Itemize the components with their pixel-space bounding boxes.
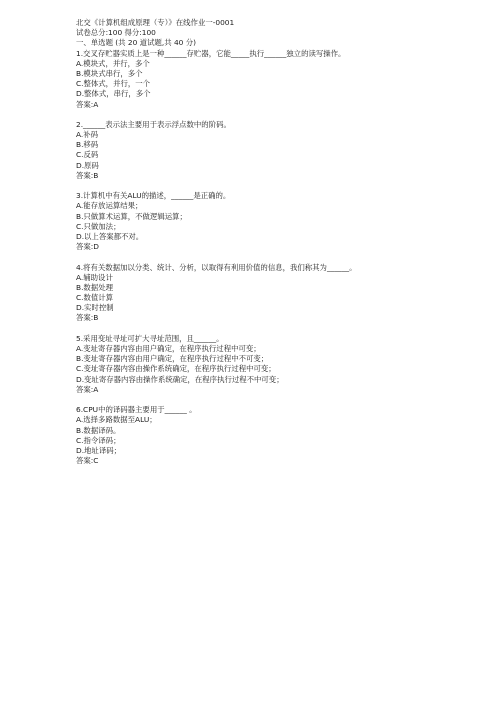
option-d: D.以上答案都不对。	[76, 231, 144, 241]
spacer	[76, 181, 476, 191]
option-b: B.数据处理	[76, 282, 113, 292]
question-stem: 4.将有关数据加以分类、统计、分析，以取得有利用价值的信息，我们称其为______。	[76, 262, 357, 272]
document-page	[76, 18, 476, 466]
option-c: C.反码	[76, 150, 99, 160]
answer: 答案:B	[76, 170, 99, 180]
option-c: C.指令译码；	[76, 435, 121, 445]
answer: 答案:B	[76, 313, 99, 323]
section-heading: 一、单选题 (共 20 道试题,共 40 分)	[76, 38, 196, 48]
question-stem: 6.CPU中的译码器主要用于______ 。	[76, 405, 197, 415]
spacer	[76, 110, 476, 120]
option-a: A.模块式，并行，多个	[76, 58, 150, 68]
option-c: C.只做加法；	[76, 221, 121, 231]
option-c: C.数值计算	[76, 293, 114, 303]
question-stem: 2.______表示法主要用于表示浮点数中的阶码。	[76, 119, 231, 129]
option-a: A.选择多路数据至ALU；	[76, 415, 157, 425]
option-a: A.辅助设计	[76, 272, 113, 282]
option-b: B.变址寄存器内容由用户确定，在程序执行过程中不可变；	[76, 354, 269, 364]
option-d: D.地址译码；	[76, 445, 121, 455]
question-1	[76, 49, 476, 110]
option-d: D.实时控制	[76, 303, 114, 313]
spacer	[76, 324, 476, 334]
score-line: 试卷总分:100 得分:100	[76, 28, 156, 38]
option-a: A.补码	[76, 130, 99, 140]
spacer	[76, 252, 476, 262]
option-a: A.变址寄存器内容由用户确定，在程序执行过程中可变；	[76, 344, 261, 353]
question-stem: 3.计算机中有关ALU的描述，______是正确的。	[76, 191, 231, 201]
answer: 答案:A	[76, 99, 99, 109]
option-a: A.能存放运算结果；	[76, 201, 143, 211]
option-c: C.整体式，并行，一个	[76, 79, 151, 89]
question-5	[76, 334, 476, 395]
answer: 答案:A	[76, 384, 99, 394]
spacer	[76, 395, 476, 405]
question-4	[76, 263, 476, 324]
option-d: D.原码	[76, 160, 99, 170]
option-b: B.数据译码。	[76, 425, 121, 435]
option-b: B.移码	[76, 140, 99, 150]
option-d: D.变址寄存器内容由操作系统确定，在程序执行过程不中可变；	[76, 374, 284, 384]
option-c: C.变址寄存器内容由操作系统确定，在程序执行过程中可变；	[76, 364, 276, 374]
option-b: B.模块式串行，多个	[76, 68, 143, 78]
option-b: B.只做算术运算，不做逻辑运算；	[76, 211, 187, 221]
question-2	[76, 120, 476, 181]
question-stem: 5.采用变址寻址可扩大寻址范围，且______。	[76, 333, 224, 343]
question-stem: 1.交叉存贮器实质上是一种______存贮器，它能_____执行______独立的读写操作。	[76, 48, 346, 58]
option-d: D.整体式，串行，多个	[76, 89, 151, 99]
question-3	[76, 191, 476, 252]
answer: 答案:D	[76, 242, 99, 252]
question-6	[76, 405, 476, 466]
answer: 答案:C	[76, 456, 99, 466]
document-title: 北交《计算机组成原理（专）》在线作业一-0001	[76, 18, 235, 27]
